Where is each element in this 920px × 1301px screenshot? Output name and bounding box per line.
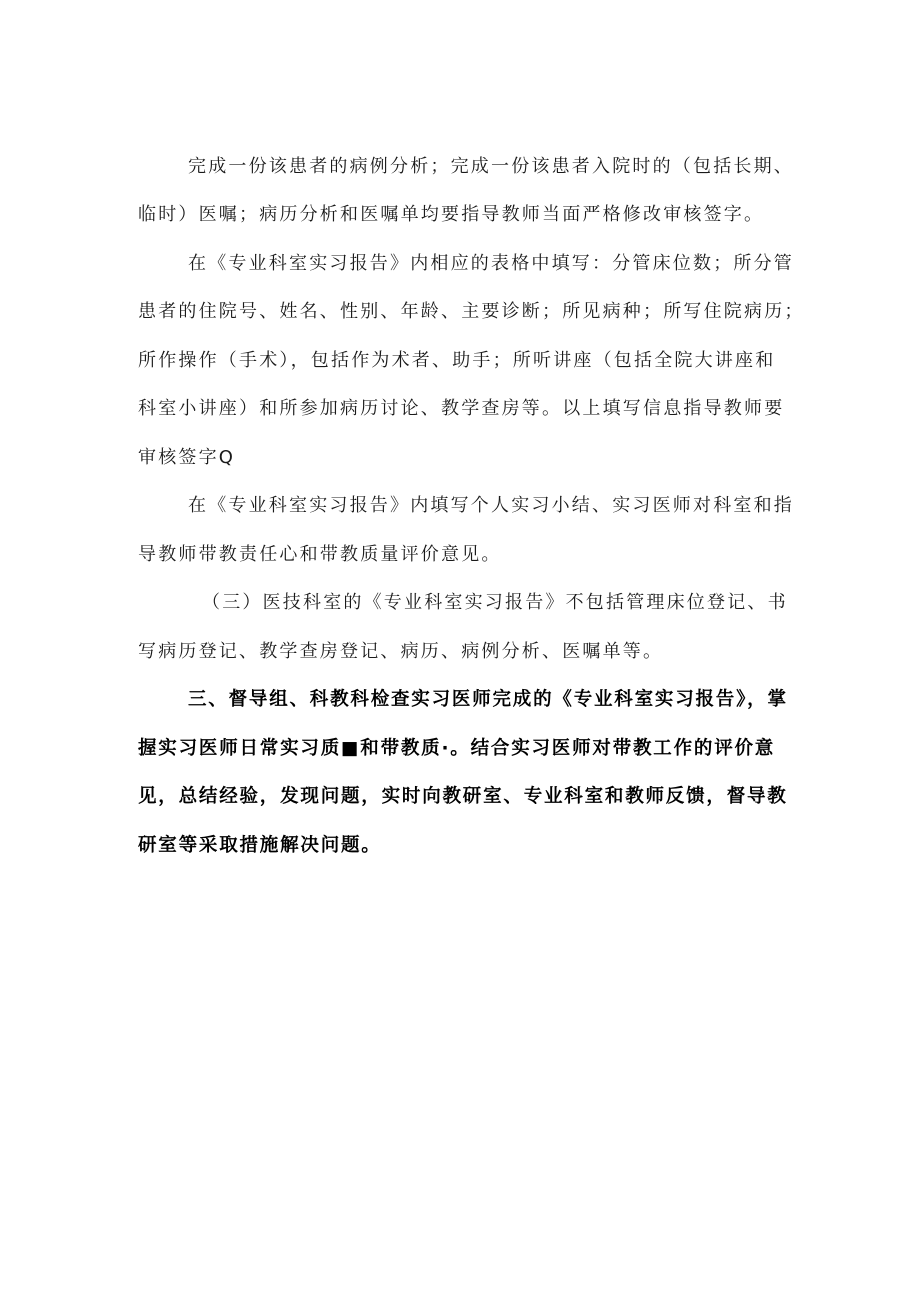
- paragraph-1-line-2: 临时）医嘱；病历分析和医嘱单均要指导教师当面严格修改审核签字。: [138, 204, 765, 225]
- paragraph-2-line-1: 在《专业科室实习报告》内相应的表格中填写：分管床位数；所分管: [188, 253, 794, 274]
- paragraph-4-line-1: （三）医技科室的《专业科室实习报告》不包括管理床位登记、书: [202, 592, 788, 613]
- paragraph-3-line-2: 导教师带教责任心和带教质量评价意见。: [138, 544, 502, 565]
- paragraph-5-line-4: 研室等采取措施解决问题。: [138, 835, 382, 856]
- paragraph-5-line-2: 握实习医师日常实习质■和带教质·。结合实习医师对带教工作的评价意: [138, 738, 776, 759]
- paragraph-2-line-3: 所作操作（手术），包括作为术者、助手；所听讲座（包括全院大讲座和: [138, 350, 776, 371]
- paragraph-1-line-1: 完成一份该患者的病例分析；完成一份该患者入院时的（包括长期、: [188, 156, 794, 177]
- paragraph-2-line-2: 患者的住院号、姓名、性别、年龄、主要诊断；所见病种；所写住院病历；: [138, 301, 805, 322]
- paragraph-4-line-2: 写病历登记、教学查房登记、病历、病例分析、医嘱单等。: [138, 641, 664, 662]
- paragraph-2-line-4: 科室小讲座）和所参加病历讨论、教学查房等。以上填写信息指导教师要: [138, 398, 785, 419]
- paragraph-5-line-3: 见，总结经验，发现问题，实时向教研室、专业科室和教师反馈，督导教: [138, 786, 788, 807]
- paragraph-2-line-5: 审核签字Q: [138, 447, 236, 468]
- paragraph-5-line-1: 三、督导组、科教科检查实习医师完成的《专业科室实习报告》，掌: [188, 689, 788, 710]
- paragraph-3-line-1: 在《专业科室实习报告》内填写个人实习小结、实习医师对科室和指: [188, 495, 794, 516]
